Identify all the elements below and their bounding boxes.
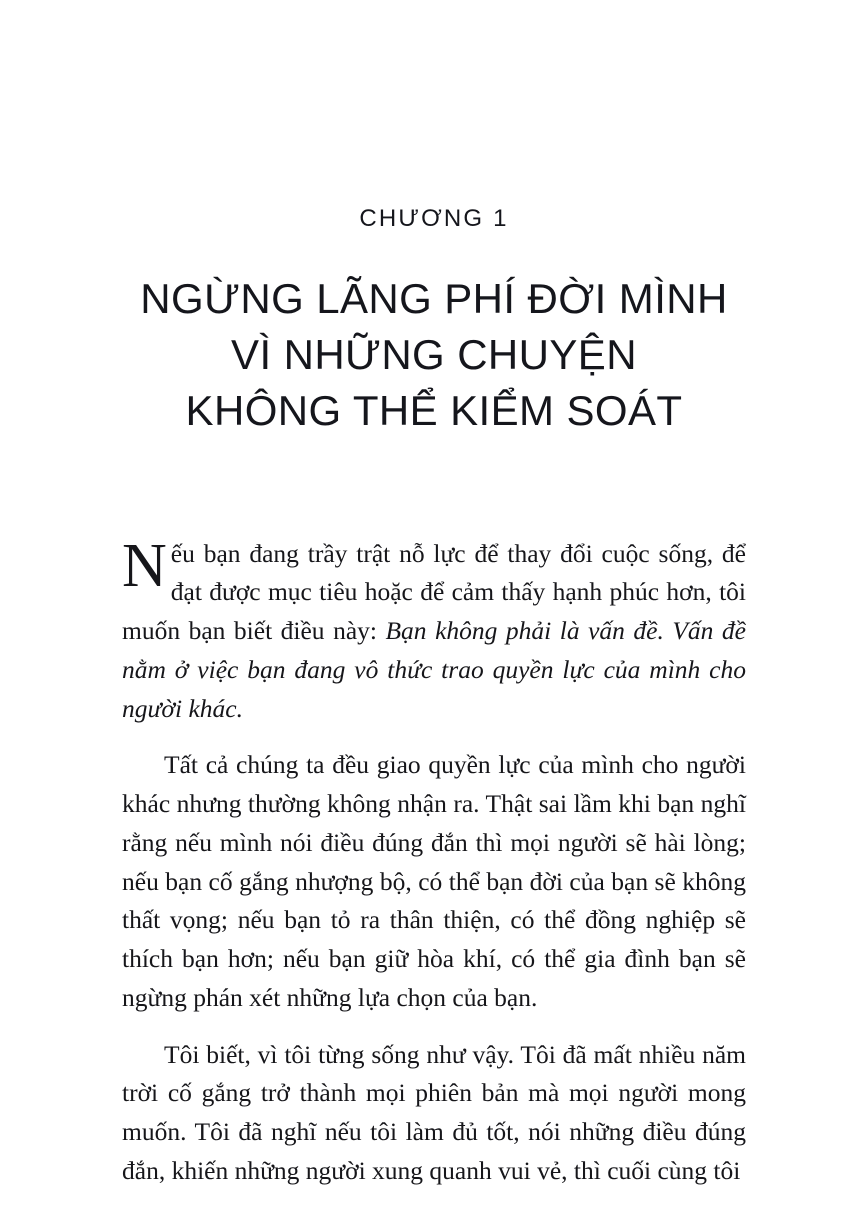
paragraph-2: Tất cả chúng ta đều giao quyền lực của mình cho người khác nhưng thường không nhận ra. Thật sai lầm khi bạn nghĩ rằng nếu mình nói điều đúng đắn thì mọi người sẽ hài lòng; nếu bạn cố gắng nhượng bộ, có thể bạn đời của bạn sẽ không thất vọng; nếu bạn tỏ ra thân thiện, có thể đồng nghiệp sẽ thích bạn hơn; nếu bạn giữ hòa khí, có thể gia đình bạn sẽ ngừng phán xét những lựa chọn của bạn. xyxy=(122,750,746,1012)
paragraph-1 xyxy=(122,531,746,729)
chapter-title-line-3: KHÔNG THỂ KIỂM SOÁT xyxy=(185,386,683,434)
paragraph-1-lead: ếu bạn đang trầy trật nỗ lực để thay đổi cuộc sống, để đạt được mục tiêu hoặc để cảm thấy hạnh phúc hơn, tôi muốn bạn biết điều này: xyxy=(122,538,746,646)
drop-cap: N xyxy=(122,531,167,600)
chapter-title-line-2: VÌ NHỮNG CHUYỆN xyxy=(231,330,637,378)
paragraph-1-emphasis: Bạn không phải là vấn đề. Vấn đề nằm ở việc bạn đang vô thức trao quyền lực của mình cho người khác. xyxy=(122,616,746,723)
chapter-label: CHƯƠNG 1 xyxy=(359,205,509,232)
chapter-title xyxy=(122,271,746,439)
chapter-title-line-1: NGỪNG LÃNG PHÍ ĐỜI MÌNH xyxy=(140,275,728,322)
paragraph-3: Tôi biết, vì tôi từng sống như vậy. Tôi đã mất nhiều năm trời cố gắng trở thành mọi phiên bản mà mọi người mong muốn. Tôi đã nghĩ nếu tôi làm đủ tốt, nói những điều đúng đắn, khiến những người xung quanh vui vẻ, thì cuối cùng tôi xyxy=(122,1039,746,1185)
page-content xyxy=(122,0,746,1228)
body-text xyxy=(122,531,746,1191)
